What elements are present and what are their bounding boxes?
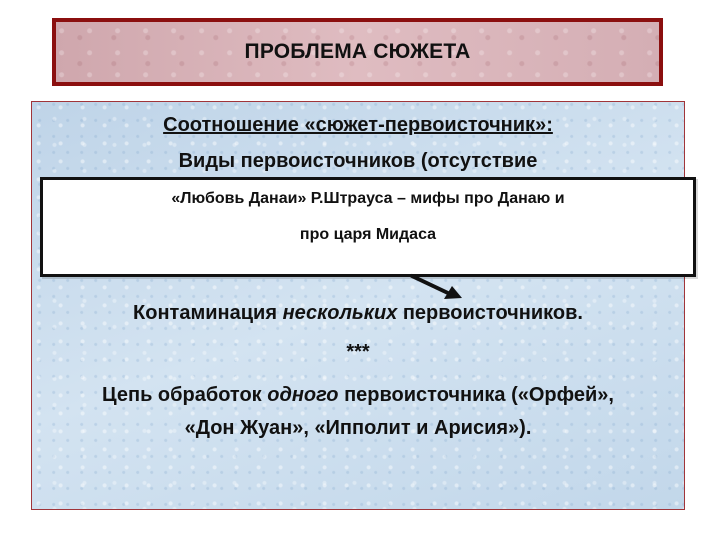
contamination-italic: нескольких: [282, 302, 398, 324]
content-panel: [31, 101, 685, 510]
arrow-icon: [400, 268, 470, 304]
popup-line-1: «Любовь Данаи» Р.Штрауса – мифы про Данаю и: [171, 190, 565, 207]
heading-relationship: Соотношение «сюжет-первоисточник»:: [163, 114, 553, 136]
chain-suffix: первоисточника («Орфей»,: [344, 384, 614, 406]
contamination-prefix: Контаминация: [133, 302, 277, 324]
separator-stars: ***: [346, 341, 370, 363]
popup-line-2: про царя Мидаса: [299, 226, 437, 243]
popup-callout: [40, 177, 696, 277]
chain-prefix: Цепь обработок: [102, 384, 262, 406]
chain-italic: одного: [267, 384, 339, 406]
chain-line-1: [32, 384, 684, 407]
contamination-line: [32, 302, 684, 325]
contamination-suffix: первоисточников.: [402, 302, 583, 324]
title-banner: [52, 18, 663, 86]
slide-title: ПРОБЛЕМА СЮЖЕТА: [244, 40, 471, 63]
chain-line-2: «Дон Жуан», «Ипполит и Арисия»).: [184, 417, 532, 439]
sources-types-line: Виды первоисточников (отсутствие: [178, 150, 538, 172]
